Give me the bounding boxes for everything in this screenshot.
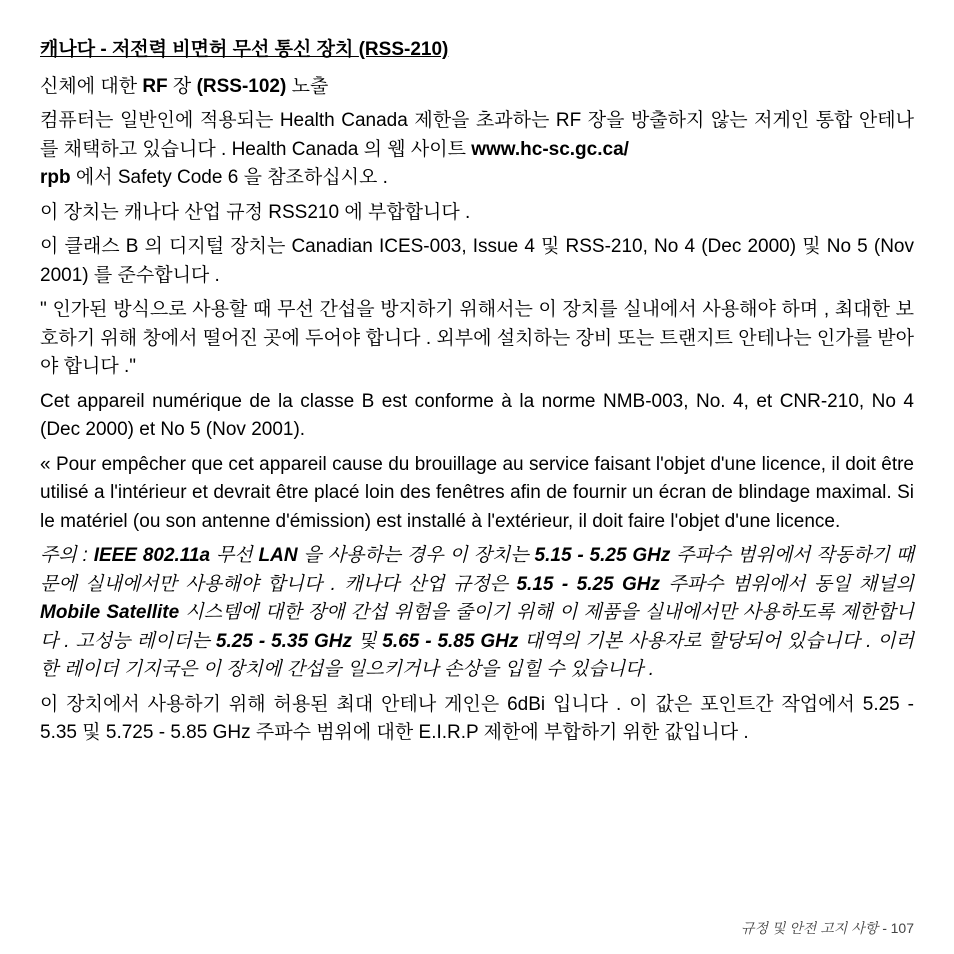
warning-bold: 5.25 - 5.35 GHz <box>215 630 353 652</box>
heading-code: (RSS-210) <box>358 39 449 60</box>
subheading-mid: 장 <box>167 75 197 97</box>
paragraph-indoor-use: " 인가된 방식으로 사용할 때 무선 간섭을 방지하기 위해서는 이 장치를 실내에서 사용해야 하며 , 최대한 보호하기 위해 창에서 떨어진 곳에 두어야 합니다 . 외부에 설치하는 장비 또는 트랜지트 안테나는 인가를 받아야 합니다 ." <box>40 299 914 377</box>
warning-text: 대역의 기본 사용자로 할당되어 있습니다 . 이러한 레이더 기지국은 이 장치에 간섭을 일으키거나 손상을 입힐 수 있습니다 . <box>40 630 914 680</box>
document-page <box>40 36 914 754</box>
warning-text: 을 사용하는 경우 이 장치는 <box>297 545 535 566</box>
warning-bold: Mobile Satellite <box>40 602 180 623</box>
warning-bold: 5.65 - 5.85 GHz <box>382 630 519 652</box>
paragraph-class-b: 이 클래스 B 의 디지털 장치는 Canadian ICES-003, Issue 4 및 RSS-210, No 4 (Dec 2000) 및 No 5 (Nov 2001) 를 준수합니다 . <box>40 236 914 286</box>
subheading-rf: RF <box>142 75 168 97</box>
footer-label: 규정 및 안전 고지 사항 - <box>740 920 887 936</box>
paragraph-rf-exposure <box>40 107 914 193</box>
subheading-pre: 신체에 대한 <box>40 75 143 97</box>
health-canada-url: www.hc-sc.gc.ca/ <box>471 138 629 160</box>
subheading-post: 노출 <box>286 75 329 97</box>
page-number: 107 <box>890 920 914 936</box>
paragraph-rss210: 이 장치는 캐나다 산업 규정 RSS210 에 부합합니다 . <box>40 201 471 223</box>
paragraph-antenna-gain: 이 장치에서 사용하기 위해 허용된 최대 안테나 게인은 6dBi 입니다 . 이 값은 포인트간 작업에서 5.25 - 5.35 및 5.725 - 5.85 GHz 주파수 범위에 대한 E.I.R.P 제한에 부합하기 위한 값입니다 . <box>40 693 914 743</box>
subheading <box>40 73 914 102</box>
warning-bold: IEEE 802.11a <box>93 545 211 566</box>
health-canada-url-tail: rpb <box>40 167 71 188</box>
paragraph-french-class-b: Cet appareil numérique de la classe B est conforme à la norme NMB-003, No. 4, et CNR-210, No 4 (Dec 2000) et No 5 (Nov 2001). <box>40 390 914 440</box>
warning-text: 주파수 범위에서 작동하기 때문에 실내에서만 사용해야 합니다 . 캐나다 산업 규정은 <box>40 545 914 595</box>
warning-bold: LAN <box>258 545 298 566</box>
subheading-code: (RSS-102) <box>196 75 287 97</box>
warning-bold: 5.15 - 5.25 GHz <box>534 545 671 566</box>
p1-tail: 에서 Safety Code 6 을 참조하십시오 . <box>70 167 388 188</box>
warning-text: 주파수 범위에서 동일 채널의 <box>660 573 914 595</box>
page-footer <box>741 918 914 938</box>
warning-paragraph <box>40 542 914 685</box>
warning-text: 무선 <box>210 545 259 566</box>
section-heading <box>40 36 914 65</box>
p1-text: 컴퓨터는 일반인에 적용되는 Health Canada 제한을 초과하는 RF 장을 방출하지 않는 저게인 통합 안테나를 채택하고 있습니다 . Health Canada 의 웹 사이트 <box>40 110 914 160</box>
warning-text: 및 <box>352 630 383 652</box>
warning-bold: 5.15 - 5.25 GHz <box>516 573 661 595</box>
warning-text: 시스템에 대한 장애 간섭 위험을 줄이기 위해 이 제품을 실내에서만 사용하도록 제한합니다 . 고성능 레이더는 <box>40 602 914 652</box>
heading-text: 캐나다 - 저전력 비면허 무선 통신 장치 <box>40 39 359 60</box>
paragraph-french-licence: « Pour empêcher que cet appareil cause du brouillage au service faisant l'objet d'une licence, il doit être utilisé a l'intérieur et devrait être placé loin des fenêtres afin de fournir un écran de blindage maximal. Si le matériel (ou son antenne d'émission) est installé à l'extérieur, il doit faire l'objet d'une licence. <box>40 453 914 532</box>
warning-text: 주의 : <box>40 545 94 566</box>
